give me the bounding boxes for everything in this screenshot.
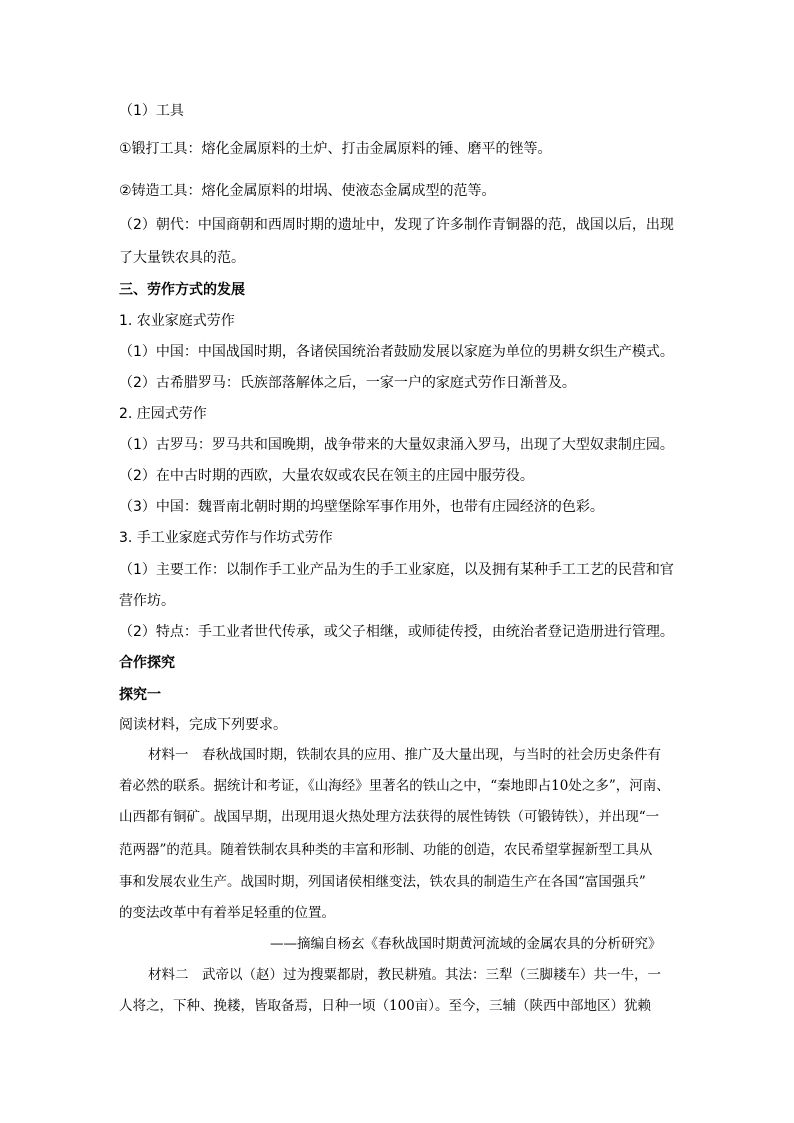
labor-item-china-family: （1）中国：中国战国时期，各诸侯国统治者鼓励发展以家庭为单位的男耕女织生产模式。 <box>119 344 674 360</box>
labor-item-agri-family: 1. 农业家庭式劳作 <box>119 313 235 329</box>
casting-tools-text: ②铸造工具：熔化金属原料的坩埚、使液态金属成型的范等。 <box>119 183 496 199</box>
inquiry-one-heading: 探究一 <box>119 687 161 703</box>
labor-item-greece-rome: （2）古希腊罗马：氏族部落解体之后，一家一户的家庭式劳作日渐普及。 <box>119 375 576 391</box>
material-one-line-5: 事和发展农业生产。战国时期，列国诸侯相继变法，铁农具的制造生产在各国“富国强兵” <box>119 874 646 890</box>
forging-tools-text: ①锻打工具：熔化金属原料的土炉、打击金属原料的锤、磨平的锉等。 <box>119 141 552 157</box>
labor-item-main-work-line-2: 营作坊。 <box>119 593 175 609</box>
material-one-line-2: 着必然的联系。据统计和考证，《山海经》里著名的铁山之中，“秦地即占10处之多”，河南、 <box>119 778 670 794</box>
dynasty-text-line-2: 了大量铁农具的范。 <box>119 250 245 266</box>
labor-item-main-work-line-1: （1）主要工作：以制作手工业产品为生的手工业家庭，以及拥有某种手工工艺的民营和官 <box>119 562 674 578</box>
labor-item-features: （2）特点：手工业者世代传承，或父子相继，或师徒传授，由统治者登记造册进行管理。 <box>119 624 674 640</box>
section-heading-labor: 三、劳作方式的发展 <box>119 282 245 298</box>
labor-item-manor: 2. 庄园式劳作 <box>119 406 207 422</box>
material-one-line-1: 材料一 春秋战国时期，铁制农具的应用、推广及大量出现，与当时的社会历史条件有 <box>148 747 661 763</box>
labor-item-china-manor: （3）中国：魏晋南北朝时期的坞壁堡除军事作用外，也带有庄园经济的色彩。 <box>119 499 604 515</box>
material-one-line-6: 的变法改革中有着举足轻重的位置。 <box>119 905 335 921</box>
instruction-text: 阅读材料，完成下列要求。 <box>119 717 287 733</box>
material-one-source: ——摘编自杨玄《春秋战国时期黄河流域的金属农具的分析研究》 <box>270 936 662 952</box>
material-one-line-3: 山西都有铜矿。战国早期，出现用退火热处理方法获得的展性铸铁（可锻铸铁），并出现“一 <box>119 809 660 825</box>
labor-item-handicraft: 3. 手工业家庭式劳作与作坊式劳作 <box>119 530 333 546</box>
material-two-line-1: 材料二 武帝以（赵）过为搜粟都尉，教民耕殖。其法：三犁（三脚耧车）共一牛，一 <box>148 967 661 983</box>
labor-item-western-europe: （2）在中古时期的西欧，大量农奴或农民在领主的庄园中服劳役。 <box>119 468 534 484</box>
dynasty-text-line-1: （2）朝代：中国商朝和西周时期的遗址中，发现了许多制作青铜器的范，战国以后，出现 <box>119 217 674 233</box>
tool-subheading: （1）工具 <box>119 103 184 119</box>
material-one-line-4: 范两器”的范具。随着铁制农具种类的丰富和形制、功能的创造，农民希望掌握新型工具从 <box>119 842 653 858</box>
material-two-line-2: 人将之，下种、挽耧，皆取备焉，日种一顷（100亩）。至今，三辅（陕西中部地区）犹赖 <box>119 998 652 1014</box>
cooperative-inquiry-heading: 合作探究 <box>119 655 175 671</box>
labor-item-ancient-rome: （1）古罗马：罗马共和国晚期，战争带来的大量奴隶涌入罗马，出现了大型奴隶制庄园。 <box>119 437 674 453</box>
